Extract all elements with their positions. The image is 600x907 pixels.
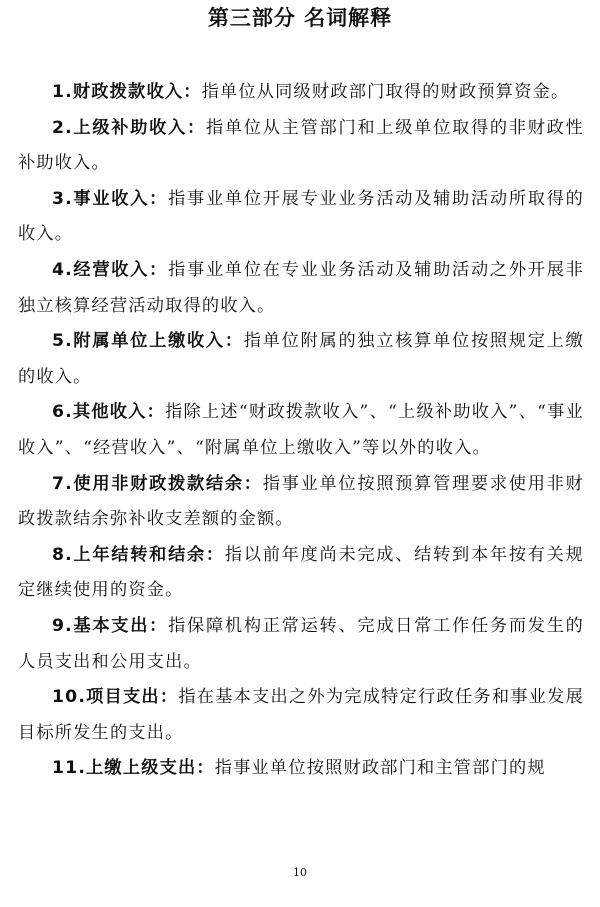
definitions-list — [18, 75, 584, 787]
definition-text: 指以前年度尚未完成、结转到本年按有关规定继续使用的资金。 — [18, 544, 584, 601]
definition-item — [18, 609, 584, 680]
definition-item — [18, 538, 584, 609]
definition-item — [18, 75, 584, 111]
definition-item — [18, 111, 584, 182]
definition-term: 11.上缴上级支出： — [52, 758, 215, 779]
definition-text: 指保障机构正常运转、完成日常工作任务而发生的人员支出和公用支出。 — [18, 615, 585, 672]
definition-text: 指事业单位按照预算管理要求使用非财政拨款结余弥补收支差额的金额。 — [18, 473, 584, 530]
definition-item — [18, 182, 584, 253]
definition-text: 指事业单位在专业业务活动及辅助活动之外开展非独立核算经营活动取得的收入。 — [18, 259, 585, 316]
page-number: 10 — [293, 866, 307, 879]
definition-term: 9.基本支出： — [52, 615, 169, 636]
definition-term: 7.使用非财政拨款结余： — [52, 473, 263, 494]
definition-text: 指事业单位按照财政部门和主管部门的规 — [214, 758, 546, 779]
definition-term: 3.事业收入： — [52, 188, 169, 209]
definition-text: 指单位附属的独立核算单位按照规定上缴的收入。 — [18, 331, 584, 387]
definition-term: 4.经营收入： — [52, 259, 169, 280]
definition-term: 10.项目支出： — [52, 687, 179, 708]
definition-text: 指单位从主管部门和上级单位取得的非财政性补助收入。 — [18, 117, 584, 174]
definition-item — [18, 395, 584, 466]
definition-item — [18, 680, 584, 751]
definition-term: 8.上年结转和结余： — [52, 544, 225, 565]
definition-text: 指事业单位开展专业业务活动及辅助活动所取得的收入。 — [18, 188, 585, 245]
definition-item — [18, 467, 584, 538]
definition-item — [18, 253, 584, 324]
definition-text: 指在基本支出之外为完成特定行政任务和事业发展目标所发生的支出。 — [18, 687, 584, 743]
definition-term: 6.其他收入： — [52, 402, 166, 423]
definition-term: 5.附属单位上缴收入： — [52, 331, 244, 352]
definition-text: 指除上述“财政拨款收入”、“上级补助收入”、“事业收入”、“经营收入”、“附属单位上缴收入”等以外的收入。 — [18, 402, 584, 458]
definition-term: 1.财政拨款收入： — [52, 82, 202, 102]
definition-item — [18, 324, 584, 395]
definition-term: 2.上级补助收入： — [52, 117, 206, 138]
definition-item — [18, 751, 584, 787]
section-title: 第三部分 名词解释 — [207, 6, 393, 30]
definition-text: 指单位从同级财政部门取得的财政预算资金。 — [201, 82, 570, 102]
